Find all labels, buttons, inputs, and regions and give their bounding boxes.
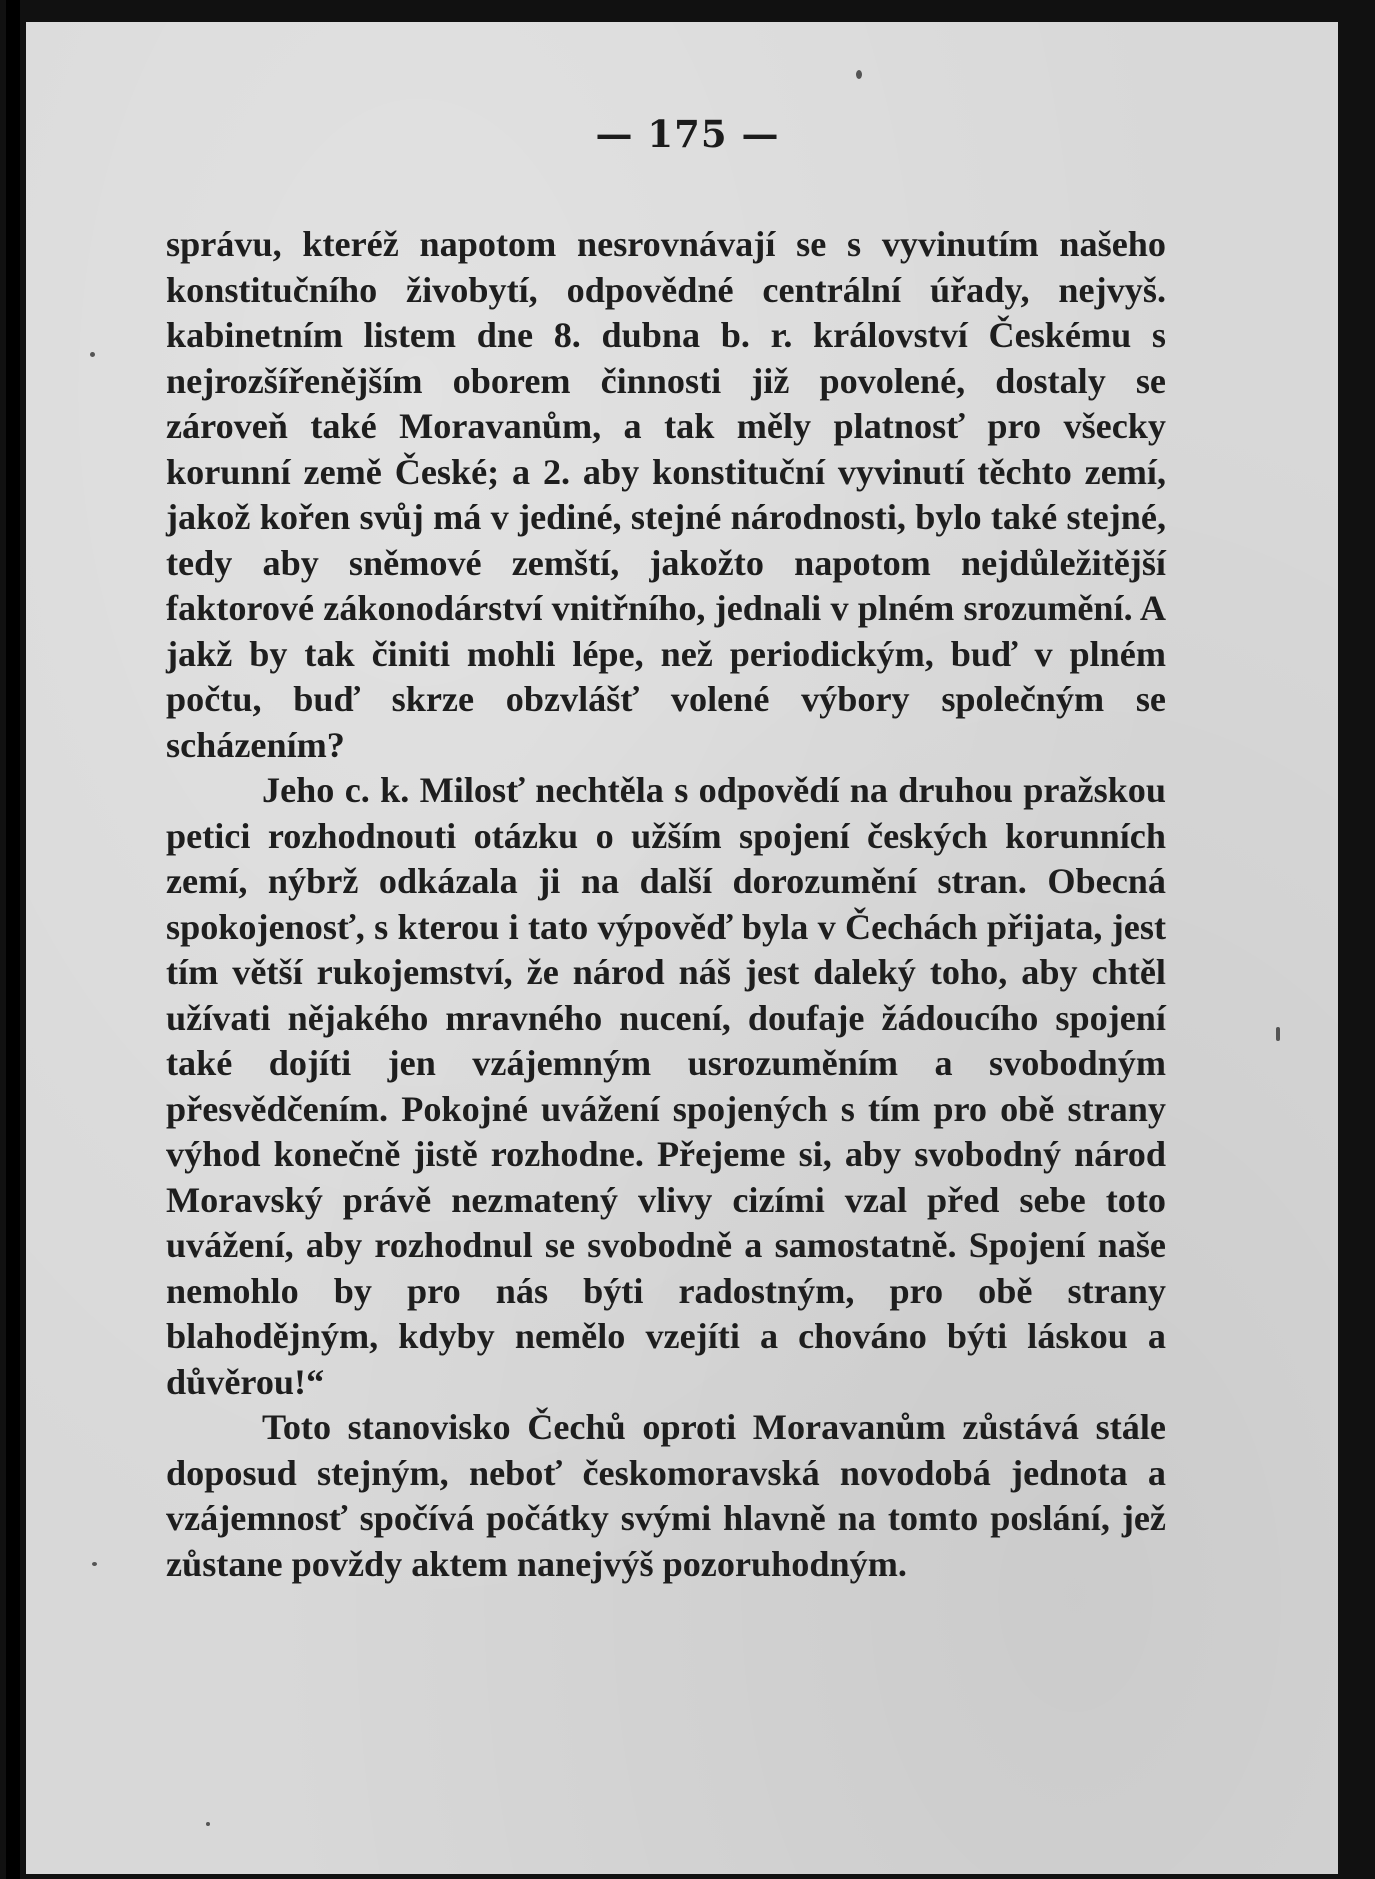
- paragraph-1: správu, kteréž napotom nesrovnávají se s vyvinutím našeho konstitučního živobytí, odpovědné centrální úřady, nejvyš. kabinetním listem dne 8. dubna b. r. království Českému s nejrozšířenějším oborem činnosti již povolené, dostaly se zároveň také Moravanům, a tak měly platnosť pro všecky korunní země České; a 2. aby konstituční vyvinutí těchto zemí, jakož kořen svůj má v jediné, stejné národnosti, bylo také stejné, tedy aby sněmové zemští, jakožto napotom nejdůležitější faktorové zákonodárství vnitřního, jednali v plném srozumění. A jakž by tak činiti mohli lépe, než periodickým, buď v plném počtu, buď skrze obzvlášť volené výbory společným se scházením?: [166, 224, 1166, 765]
- paper-speck: [1276, 1027, 1280, 1041]
- paper-speck: [206, 1822, 210, 1826]
- scan-left-edge: [6, 0, 20, 1879]
- paper-speck: [90, 352, 95, 357]
- paragraph-3: Toto stanovisko Čechů oproti Moravanům zůstává stále doposud stejným, neboť českomoravská novodobá jednota a vzájemnosť spočívá počátky svými hlavně na tomto poslání, jež zůstane povždy aktem nanejvýš pozoruhodným.: [166, 1407, 1166, 1584]
- body-text: [166, 222, 1166, 1587]
- paper-speck: [92, 1562, 97, 1566]
- paper-speck: [856, 70, 862, 79]
- paragraph-2: Jeho c. k. Milosť nechtěla s odpovědí na druhou pražskou petici rozhodnouti otázku o užším spojení českých korunních zemí, nýbrž odkázala ji na další dorozumění stran. Obecná spokojenosť, s kterou i tato výpověď byla v Čechách přijata, jest tím větší rukojemství, že národ náš jest daleký toho, aby chtěl užívati nějakého mravného nucení, doufaje žádoucího spojení také dojíti jen vzájemným usrozuměním a svobodným přesvědčením. Pokojné uvážení spojených s tím pro obě strany výhod konečně jistě rozhodne. Přejeme si, aby svobodný národ Moravský právě nezmatený vlivy cizími vzal před sebe toto uvážení, aby rozhodnul se svobodně a samostatně. Spojení naše nemohlo by pro nás býti radostným, pro obě strany blahodějným, kdyby nemělo vzejíti a chováno býti láskou a důvěrou!“: [166, 770, 1166, 1402]
- page-number: — 175 —: [595, 112, 780, 156]
